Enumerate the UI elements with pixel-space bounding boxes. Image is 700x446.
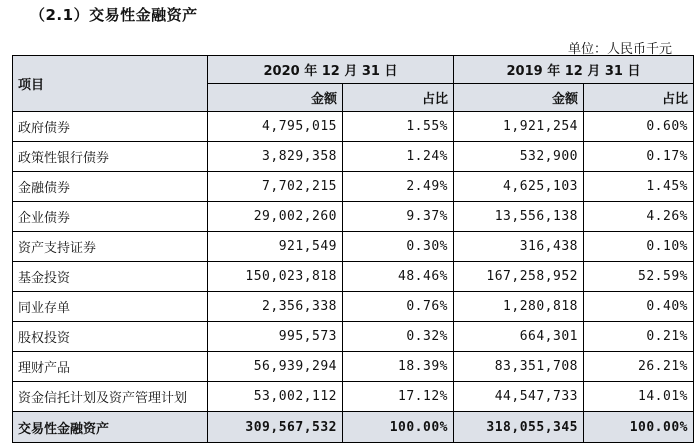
row-item-label: 政策性银行债券	[13, 142, 208, 172]
total-item-label: 交易性金融资产	[13, 412, 208, 443]
ratio-2019-cell: 0.21%	[584, 322, 694, 352]
amount-2020-cell: 2,356,338	[208, 292, 343, 322]
amount-2019-cell: 167,258,952	[454, 262, 584, 292]
amount-2020-cell: 4,795,015	[208, 112, 343, 142]
ratio-2019-cell: 14.01%	[584, 382, 694, 412]
ratio-2019-cell: 1.45%	[584, 172, 694, 202]
amount-2019-cell: 13,556,138	[454, 202, 584, 232]
amount-2019-cell: 1,921,254	[454, 112, 584, 142]
row-item-label: 基金投资	[13, 262, 208, 292]
ratio-2020-header: 占比	[343, 84, 454, 112]
ratio-2019-cell: 4.26%	[584, 202, 694, 232]
ratio-2020-cell: 17.12%	[343, 382, 454, 412]
amount-2019-cell: 4,625,103	[454, 172, 584, 202]
table-row	[13, 292, 694, 322]
row-item-label: 资金信托计划及资产管理计划	[13, 382, 208, 412]
amount-2019-header: 金额	[454, 84, 584, 112]
table-row	[13, 142, 694, 172]
row-item-label: 金融债券	[13, 172, 208, 202]
row-item-label: 股权投资	[13, 322, 208, 352]
row-item-label: 理财产品	[13, 352, 208, 382]
amount-2019-cell: 1,280,818	[454, 292, 584, 322]
year-2019-header: 2019 年 12 月 31 日	[454, 56, 694, 84]
amount-2020-cell: 150,023,818	[208, 262, 343, 292]
total-ratio-2019-cell: 100.00%	[584, 412, 694, 443]
year-2020-header: 2020 年 12 月 31 日	[208, 56, 454, 84]
amount-2020-cell: 29,002,260	[208, 202, 343, 232]
total-row	[13, 412, 694, 443]
table-row	[13, 172, 694, 202]
ratio-2019-cell: 52.59%	[584, 262, 694, 292]
ratio-2019-cell: 0.40%	[584, 292, 694, 322]
table-row	[13, 352, 694, 382]
table-row	[13, 322, 694, 352]
table-row	[13, 112, 694, 142]
ratio-2020-cell: 0.76%	[343, 292, 454, 322]
amount-2019-cell: 532,900	[454, 142, 584, 172]
row-item-label: 企业债券	[13, 202, 208, 232]
item-column-header: 项目	[13, 56, 208, 112]
ratio-2020-cell: 2.49%	[343, 172, 454, 202]
amount-2020-cell: 3,829,358	[208, 142, 343, 172]
trading-financial-assets-table	[12, 55, 694, 443]
ratio-2019-header: 占比	[584, 84, 694, 112]
amount-2020-cell: 995,573	[208, 322, 343, 352]
total-ratio-2020-cell: 100.00%	[343, 412, 454, 443]
ratio-2020-cell: 9.37%	[343, 202, 454, 232]
row-item-label: 同业存单	[13, 292, 208, 322]
ratio-2019-cell: 0.60%	[584, 112, 694, 142]
amount-2019-cell: 44,547,733	[454, 382, 584, 412]
total-amount-2020-cell: 309,567,532	[208, 412, 343, 443]
ratio-2020-cell: 48.46%	[343, 262, 454, 292]
ratio-2020-cell: 1.24%	[343, 142, 454, 172]
ratio-2019-cell: 0.10%	[584, 232, 694, 262]
ratio-2020-cell: 18.39%	[343, 352, 454, 382]
row-item-label: 资产支持证券	[13, 232, 208, 262]
amount-2019-cell: 664,301	[454, 322, 584, 352]
amount-2020-cell: 53,002,112	[208, 382, 343, 412]
total-amount-2019-cell: 318,055,345	[454, 412, 584, 443]
row-item-label: 政府债券	[13, 112, 208, 142]
table-row	[13, 232, 694, 262]
table-row	[13, 382, 694, 412]
ratio-2020-cell: 1.55%	[343, 112, 454, 142]
amount-2020-cell: 921,549	[208, 232, 343, 262]
ratio-2019-cell: 26.21%	[584, 352, 694, 382]
ratio-2020-cell: 0.30%	[343, 232, 454, 262]
ratio-2020-cell: 0.32%	[343, 322, 454, 352]
amount-2020-header: 金额	[208, 84, 343, 112]
amount-2020-cell: 56,939,294	[208, 352, 343, 382]
amount-2019-cell: 83,351,708	[454, 352, 584, 382]
amount-2020-cell: 7,702,215	[208, 172, 343, 202]
table-row	[13, 202, 694, 232]
amount-2019-cell: 316,438	[454, 232, 584, 262]
section-heading: （2.1）交易性金融资产	[30, 6, 198, 24]
table-row	[13, 262, 694, 292]
unit-label: 单位：人民币千元	[567, 42, 672, 57]
ratio-2019-cell: 0.17%	[584, 142, 694, 172]
